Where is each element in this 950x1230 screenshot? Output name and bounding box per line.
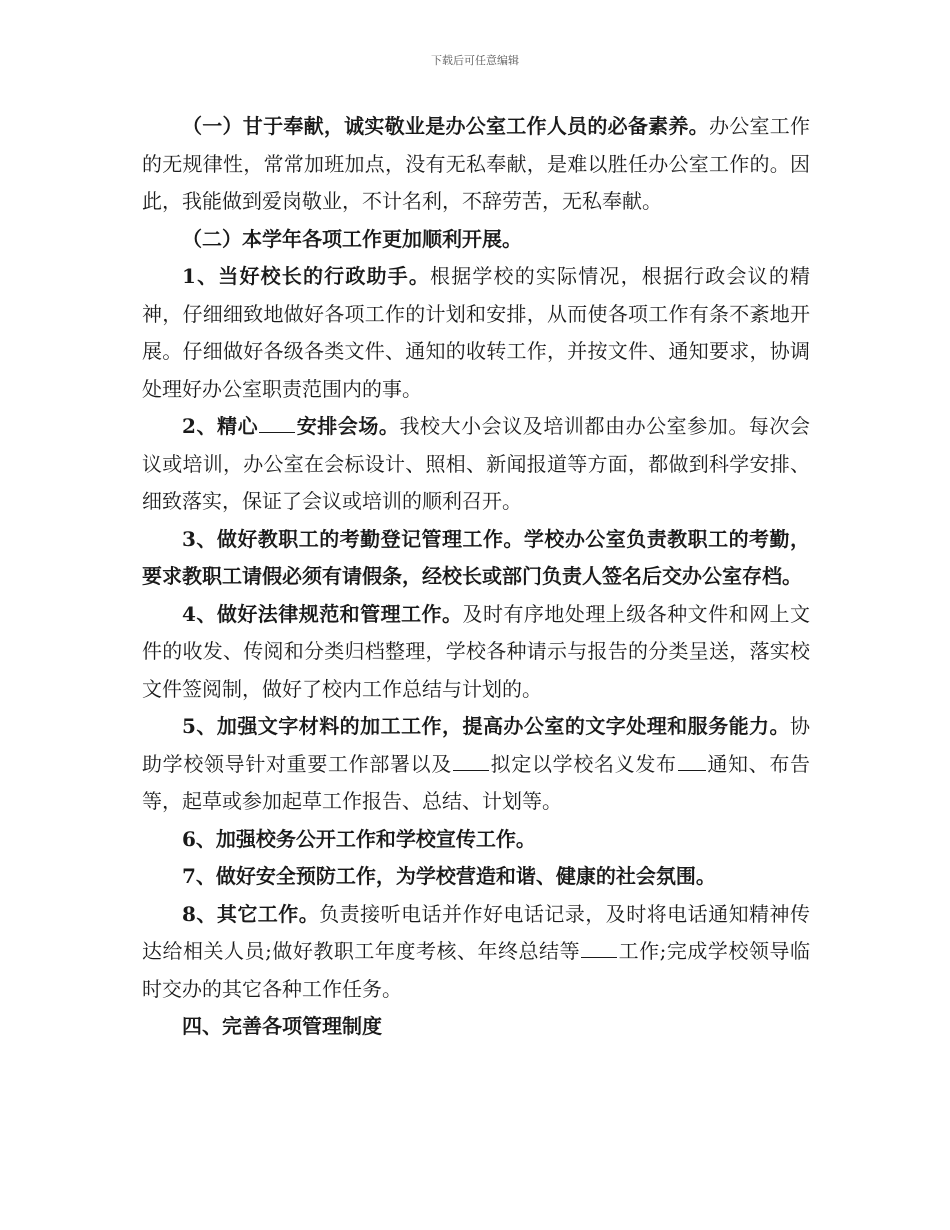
paragraph-9 — [142, 858, 810, 896]
paragraph-text: 协助学校领导针对重要工作部署以及 — [142, 714, 810, 776]
paragraph-5 — [142, 521, 810, 596]
paragraph-heading: 6、加强校务公开工作和学校宣传工作。 — [182, 826, 536, 851]
paragraph-heading: 4、做好法律规范和管理工作。 — [182, 601, 463, 626]
paragraph-text: 负责接听电话并作好电话记录，及时将电话通知精神传达给相关人员;做好教职工年度考核、年终总结等 — [142, 901, 810, 963]
section-heading — [142, 1008, 810, 1046]
paragraph-1 — [142, 108, 810, 221]
paragraph-heading: 安排会场。 — [296, 414, 400, 438]
paragraph-heading: 2、精心 — [182, 414, 259, 438]
paragraph-text: 拟定以学校名义发布 — [490, 751, 677, 776]
paragraph-7 — [142, 708, 810, 821]
paragraph-2 — [142, 221, 810, 259]
paragraph-text: 通知、布告等，起草或参加起草工作报告、总结、计划等。 — [142, 751, 811, 813]
blank-underline — [453, 750, 489, 771]
paragraph-heading: （二）本学年各项工作更加顺利开展。 — [182, 226, 522, 251]
paragraph-text: 根据学校的实际情况，根据行政会议的精神，仔细细致地做好各项工作的计划和安排，从而使各项工作有条不紊地开展。仔细做好各级各类文件、通知的收转工作，并按文件、通知要求，协调处理好办公室职责范围内的事。 — [142, 264, 811, 401]
paragraph-heading: 7、做好安全预防工作，为学校营造和谐、健康的社会氛围。 — [182, 864, 716, 888]
page-header: 下载后可任意编辑 — [431, 54, 519, 67]
paragraph-heading: 1、当好校长的行政助手。 — [182, 264, 431, 288]
paragraph-8 — [142, 821, 810, 859]
paragraph-text: 及时有序地处理上级各种文件和网上文件的收发、传阅和分类归档整理，学校各种请示与报告的分类呈送，落实校文件签阅制，做好了校内工作总结与计划的。 — [142, 601, 811, 701]
paragraph-heading: 3、做好教职工的考勤登记管理工作。学校办公室负责教职工的考勤，要求教职工请假必须有请假条，经校长或部门负责人签名后交办公室存档。 — [142, 526, 810, 588]
blank-underline — [678, 750, 706, 771]
paragraph-text: 我校大小会议及培训都由办公室参加。每次会议或培训，办公室在会标设计、照相、新闻报道等方面，都做到科学安排、细致落实，保证了会议或培训的顺利召开。 — [142, 414, 811, 513]
blank-underline — [581, 937, 617, 958]
document-body — [142, 108, 810, 1046]
paragraph-text: 办公室工作的无规律性，常常加班加点，没有无私奉献，是难以胜任办公室工作的。因此，我能做到爱岗敬业，不计名利，不辞劳苦，无私奉献。 — [142, 114, 811, 213]
section-heading-text: 四、完善各项管理制度 — [182, 1014, 382, 1038]
paragraph-6 — [142, 596, 810, 709]
paragraph-heading: （一）甘于奉献，诚实敬业是办公室工作人员的必备素养。 — [182, 114, 709, 138]
paragraph-10 — [142, 896, 810, 1009]
paragraph-text: 工作;完成学校领导临时交办的其它各种工作任务。 — [142, 939, 810, 1001]
paragraph-4 — [142, 408, 810, 521]
paragraph-heading: 8、其它工作。 — [182, 901, 320, 926]
blank-underline — [259, 412, 295, 433]
paragraph-3 — [142, 258, 810, 408]
paragraph-heading: 5、加强文字材料的加工工作，提高办公室的文字处理和服务能力。 — [182, 714, 790, 738]
